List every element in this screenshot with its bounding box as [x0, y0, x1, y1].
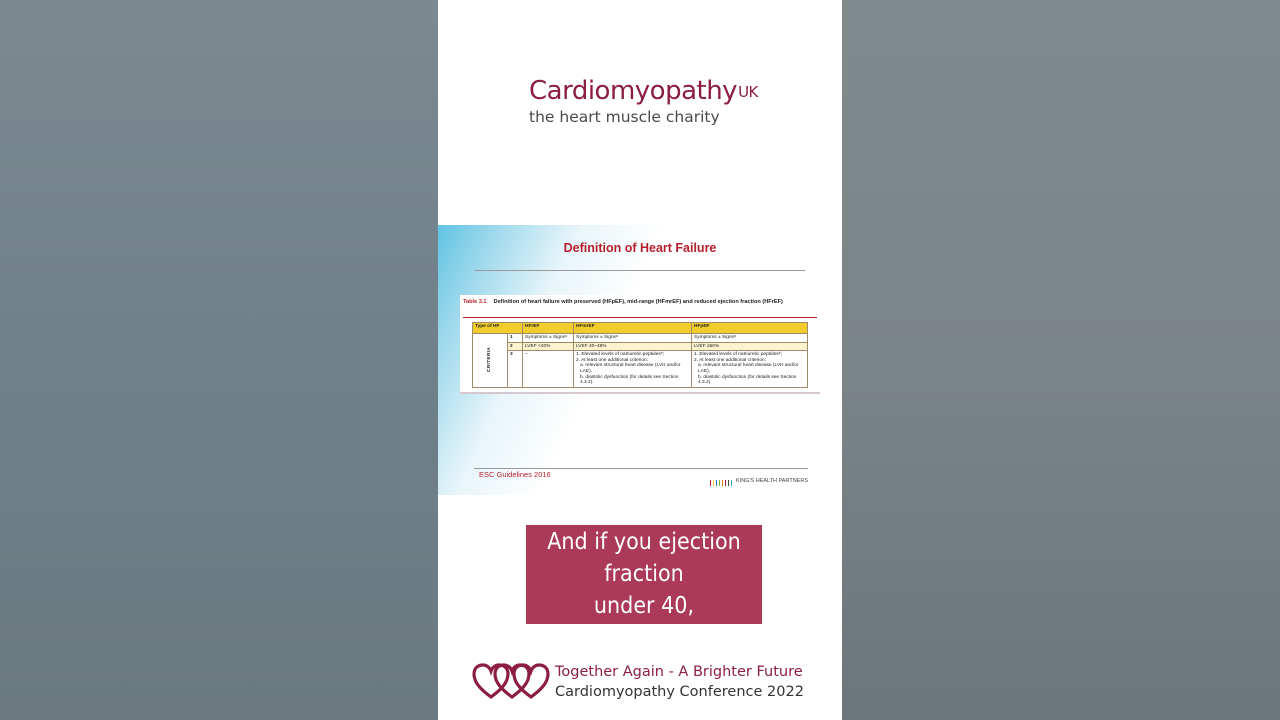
table-caption-rule [463, 317, 817, 318]
partner-color-bar [710, 480, 711, 486]
row-number: 3 [508, 351, 523, 388]
heart-failure-definition-table [472, 322, 808, 388]
partner-color-bar [716, 480, 717, 486]
cell-line: 1. Elevated levels of natriuretic peptidesᵇ; [694, 352, 782, 358]
cell-hfpef [692, 351, 808, 388]
conference-banner [472, 660, 817, 704]
cardiomyopathy-uk-logo [529, 76, 758, 126]
header-hfmref: HFmrEF [574, 323, 692, 334]
kings-health-partners-logo [710, 471, 808, 490]
partner-color-bars [710, 471, 734, 490]
table-header-row [473, 323, 808, 334]
row-number: 1 [508, 334, 523, 343]
logo-wordmark [529, 76, 758, 106]
row-number: 2 [508, 342, 523, 351]
partner-name: KING'S HEALTH PARTNERS [736, 477, 808, 484]
cell-hfmref [574, 351, 692, 388]
cell-line: b. diastolic dysfunction (for details see Section 4.3.2). [580, 374, 679, 386]
blurred-background-right [842, 0, 1280, 720]
criteria-cell [473, 334, 508, 388]
cell-hfref: – [523, 351, 574, 388]
partner-color-bar [719, 480, 720, 486]
partner-color-bar [725, 480, 726, 486]
partner-color-bar [731, 480, 732, 486]
cell-line: 2. At least one additional criterion: [694, 357, 766, 363]
criteria-label: CRITERIA [487, 346, 493, 372]
table-caption-text: Definition of heart failure with preserved (HFpEF), mid-range (HFmrEF) and reduced ejection fraction (HFrEF) [493, 299, 783, 305]
table-row [473, 334, 808, 343]
slide-footer-divider [474, 468, 808, 469]
video-frame [438, 0, 842, 720]
cell-hfmref: Symptoms ± Signsᵃ [574, 334, 692, 343]
conference-title: Cardiomyopathy Conference 2022 [555, 684, 804, 700]
cell-line: 2. At least one additional criterion: [576, 357, 648, 363]
logo-brand-name: Cardiomyopathy [529, 76, 738, 106]
slide-title: Definition of Heart Failure [563, 241, 717, 255]
conference-slogan: Together Again - A Brighter Future [555, 664, 803, 680]
cell-hfref: LVEF <40% [523, 342, 574, 351]
header-hfref: HFrEF [523, 323, 574, 334]
logo-tagline: the heart muscle charity [529, 108, 720, 126]
heart-failure-table-figure [460, 295, 820, 394]
table-number: Table 3.1 [463, 299, 487, 305]
header-type-of-hf: Type of HF [473, 323, 523, 334]
cell-line: 1. Elevated levels of natriuretic peptidesᵇ; [576, 352, 664, 358]
subtitle-text: And if you ejection fraction under 40, [547, 529, 741, 619]
linked-hearts-icon [472, 663, 550, 699]
table-caption [463, 298, 816, 306]
subtitle-caption [526, 525, 762, 624]
cell-hfpef: LVEF ≥50% [692, 342, 808, 351]
cell-hfref: Symptoms ± Signsᵃ [523, 334, 574, 343]
slide-footer-source: ESC Guidelines 2016 [479, 470, 551, 479]
presentation-slide [438, 225, 820, 495]
table-row [473, 342, 808, 351]
partner-color-bar [728, 480, 729, 486]
cell-line: b. diastolic dysfunction (for details see Section 4.3.2). [698, 374, 797, 386]
header-hfpef: HFpEF [692, 323, 808, 334]
cell-line: a. relevant structural heart disease (LVH and/or LAE), [580, 363, 681, 374]
table-row [473, 351, 808, 388]
logo-brand-suffix: UK [738, 83, 758, 101]
cell-line: a. relevant structural heart disease (LVH and/or LAE), [698, 363, 799, 374]
cell-hfpef: Symptoms ± Signsᵃ [692, 334, 808, 343]
partner-color-bar [722, 480, 723, 486]
partner-color-bar [713, 480, 714, 486]
blurred-background-left [0, 0, 438, 720]
cell-hfmref: LVEF 40–49% [574, 342, 692, 351]
slide-divider [474, 270, 805, 271]
